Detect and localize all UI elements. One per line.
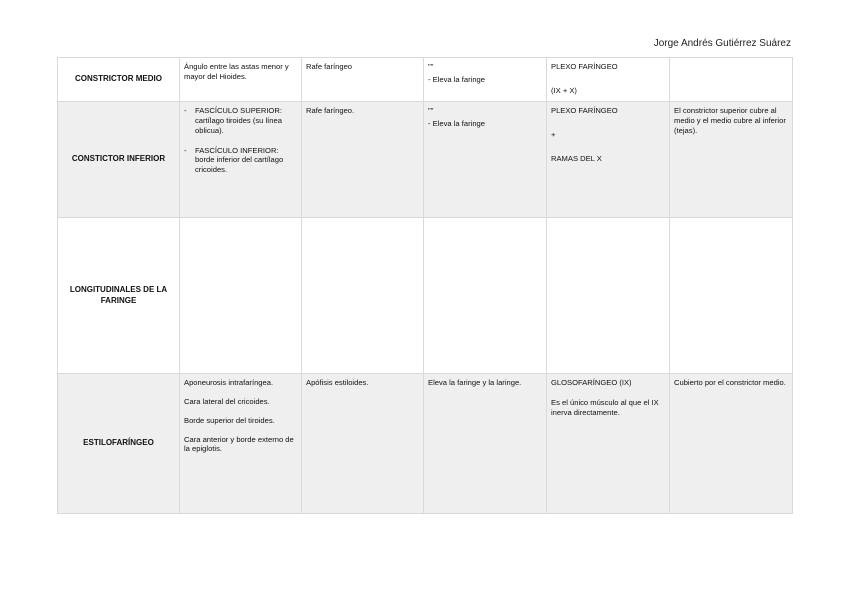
origin-cell [180, 102, 302, 218]
origin-cell: Ángulo entre las astas menor y mayor del Hioides. [180, 58, 302, 102]
origin-line: Borde superior del tiroides. [184, 415, 275, 425]
table-row [58, 102, 793, 218]
innervation-line: GLOSOFARÍNGEO (IX) [551, 378, 632, 387]
innervation-cell [547, 58, 670, 102]
innervation-line: (IX + X) [551, 85, 577, 95]
innervation-cell [547, 218, 670, 374]
action-cell [424, 102, 547, 218]
origin-line: Cara anterior y borde externo de la epiglotis. [184, 434, 294, 454]
muscle-name: LONGITUDINALES DE LA FARINGE [58, 218, 180, 374]
muscle-name: CONSTICTOR INFERIOR [58, 102, 180, 218]
insertion-cell [302, 218, 424, 374]
innervation-line: PLEXO FARÍNGEO [551, 106, 618, 115]
table-row [58, 374, 793, 514]
muscle-name: ESTILOFARÍNGEO [58, 374, 180, 514]
origin-line: Cara lateral del cricoides. [184, 396, 270, 406]
bullet-dash: - [184, 145, 187, 155]
origin-bullet: - FASCÍCULO SUPERIOR: cartílago tiroides (su línea oblicua). [184, 106, 282, 135]
origin-cell [180, 374, 302, 514]
action-cell [424, 374, 547, 514]
innervation-cell [547, 374, 670, 514]
notes-cell [670, 218, 793, 374]
action-cell [424, 218, 547, 374]
insertion-cell: Apófisis estiloides. [302, 374, 424, 514]
action-line: Eleva la faringe y la laringe. [428, 378, 522, 387]
action-line: - Eleva la faringe [428, 74, 485, 84]
origin-bullet: - FASCÍCULO INFERIOR: borde inferior del cartílago cricoides. [184, 145, 284, 175]
innervation-line: RAMAS DEL X [551, 153, 602, 163]
innervation-line: Es el único músculo al que el IX inerva directamente. [551, 397, 659, 417]
action-line: "" [428, 106, 434, 115]
table-row [58, 218, 793, 374]
insertion-cell: Rafe faríngeo [302, 58, 424, 102]
origin-line: Aponeurosis intrafaríngea. [184, 378, 274, 387]
author-name: Jorge Andrés Gutiérrez Suárez [653, 38, 791, 49]
bullet-dash: - [184, 106, 187, 115]
action-line: - Eleva la faringe [428, 118, 485, 128]
origin-cell [180, 218, 302, 374]
insertion-cell: Rafe faríngeo. [302, 102, 424, 218]
innervation-line: PLEXO FARÍNGEO [551, 62, 618, 71]
notes-cell [670, 58, 793, 102]
notes-cell: Cubierto por el constrictor medio. [670, 374, 793, 514]
muscle-table [57, 57, 793, 514]
innervation-cell [547, 102, 670, 218]
action-line: "" [428, 62, 434, 71]
muscle-name: CONSTRICTOR MEDIO [58, 58, 180, 102]
innervation-line: + [551, 129, 556, 139]
action-cell [424, 58, 547, 102]
notes-cell: El constrictor superior cubre al medio y el medio cubre al inferior (tejas). [670, 102, 793, 218]
table-row [58, 58, 793, 102]
